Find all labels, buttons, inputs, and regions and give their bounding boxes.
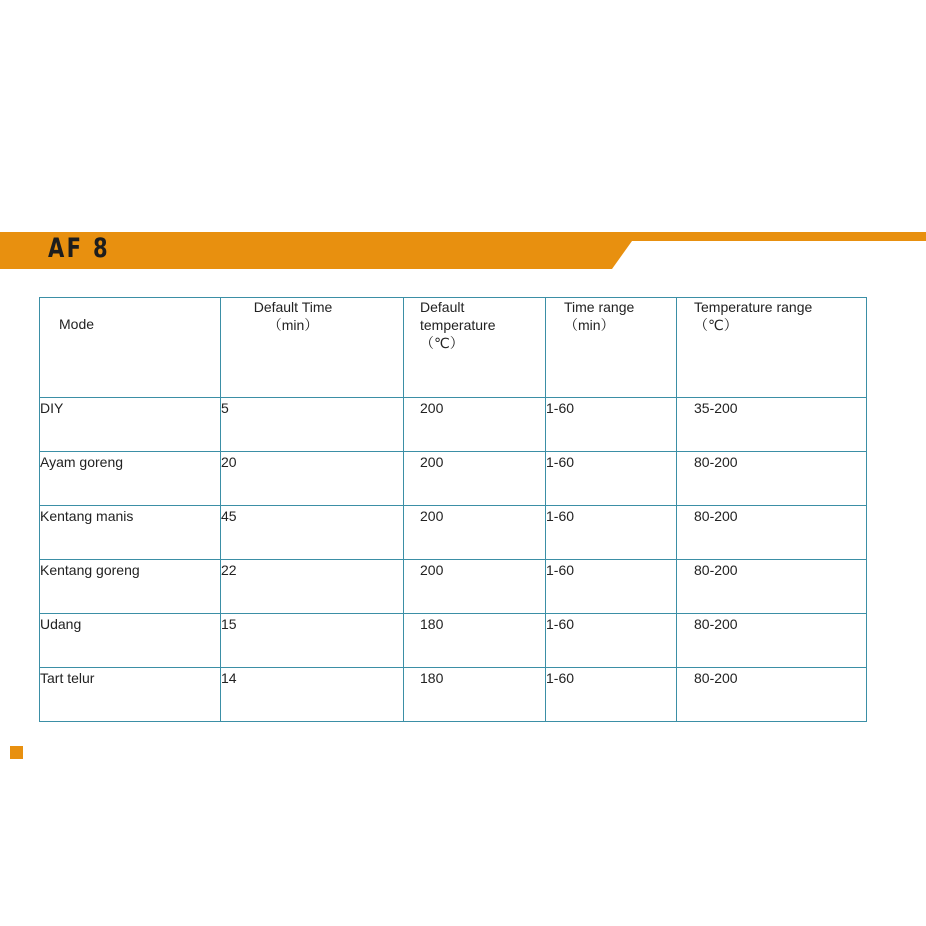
cell-default-temperature: 180 <box>404 668 546 722</box>
cell-time-range: 1-60 <box>546 668 677 722</box>
cell-mode: Kentang goreng <box>40 560 221 614</box>
cell-default-time: 14 <box>221 668 404 722</box>
banner-stripe <box>0 232 926 269</box>
header-temperature-range: Temperature range （℃） <box>677 298 867 398</box>
cell-default-time: 5 <box>221 398 404 452</box>
cell-temperature-range: 80-200 <box>677 668 867 722</box>
cell-time-range: 1-60 <box>546 560 677 614</box>
table-row <box>40 506 867 560</box>
cell-mode: Udang <box>40 614 221 668</box>
cell-time-range: 1-60 <box>546 614 677 668</box>
table-row <box>40 398 867 452</box>
cell-mode: Kentang manis <box>40 506 221 560</box>
page-title: AF 8 <box>48 233 111 264</box>
orange-square-marker <box>10 746 23 759</box>
cell-default-time: 22 <box>221 560 404 614</box>
cell-default-temperature: 200 <box>404 452 546 506</box>
header-default-temperature: Default temperature （℃） <box>404 298 546 398</box>
cell-default-temperature: 200 <box>404 398 546 452</box>
cell-mode: Ayam goreng <box>40 452 221 506</box>
title-banner <box>0 232 926 269</box>
cell-time-range: 1-60 <box>546 452 677 506</box>
table-row <box>40 560 867 614</box>
header-default-time: Default Time （min） <box>221 298 404 398</box>
cell-time-range: 1-60 <box>546 398 677 452</box>
header-time-range: Time range （min） <box>546 298 677 398</box>
table-header-row <box>40 298 867 398</box>
table-row <box>40 614 867 668</box>
cell-temperature-range: 35-200 <box>677 398 867 452</box>
cell-default-time: 15 <box>221 614 404 668</box>
cell-mode: DIY <box>40 398 221 452</box>
mode-settings-table <box>39 297 867 722</box>
cell-temperature-range: 80-200 <box>677 560 867 614</box>
table-row <box>40 452 867 506</box>
cell-temperature-range: 80-200 <box>677 506 867 560</box>
header-mode: Mode <box>40 298 221 398</box>
cell-temperature-range: 80-200 <box>677 452 867 506</box>
table-row <box>40 668 867 722</box>
cell-default-time: 20 <box>221 452 404 506</box>
cell-default-temperature: 200 <box>404 506 546 560</box>
cell-mode: Tart telur <box>40 668 221 722</box>
cell-default-time: 45 <box>221 506 404 560</box>
cell-default-temperature: 180 <box>404 614 546 668</box>
cell-temperature-range: 80-200 <box>677 614 867 668</box>
cell-default-temperature: 200 <box>404 560 546 614</box>
cell-time-range: 1-60 <box>546 506 677 560</box>
